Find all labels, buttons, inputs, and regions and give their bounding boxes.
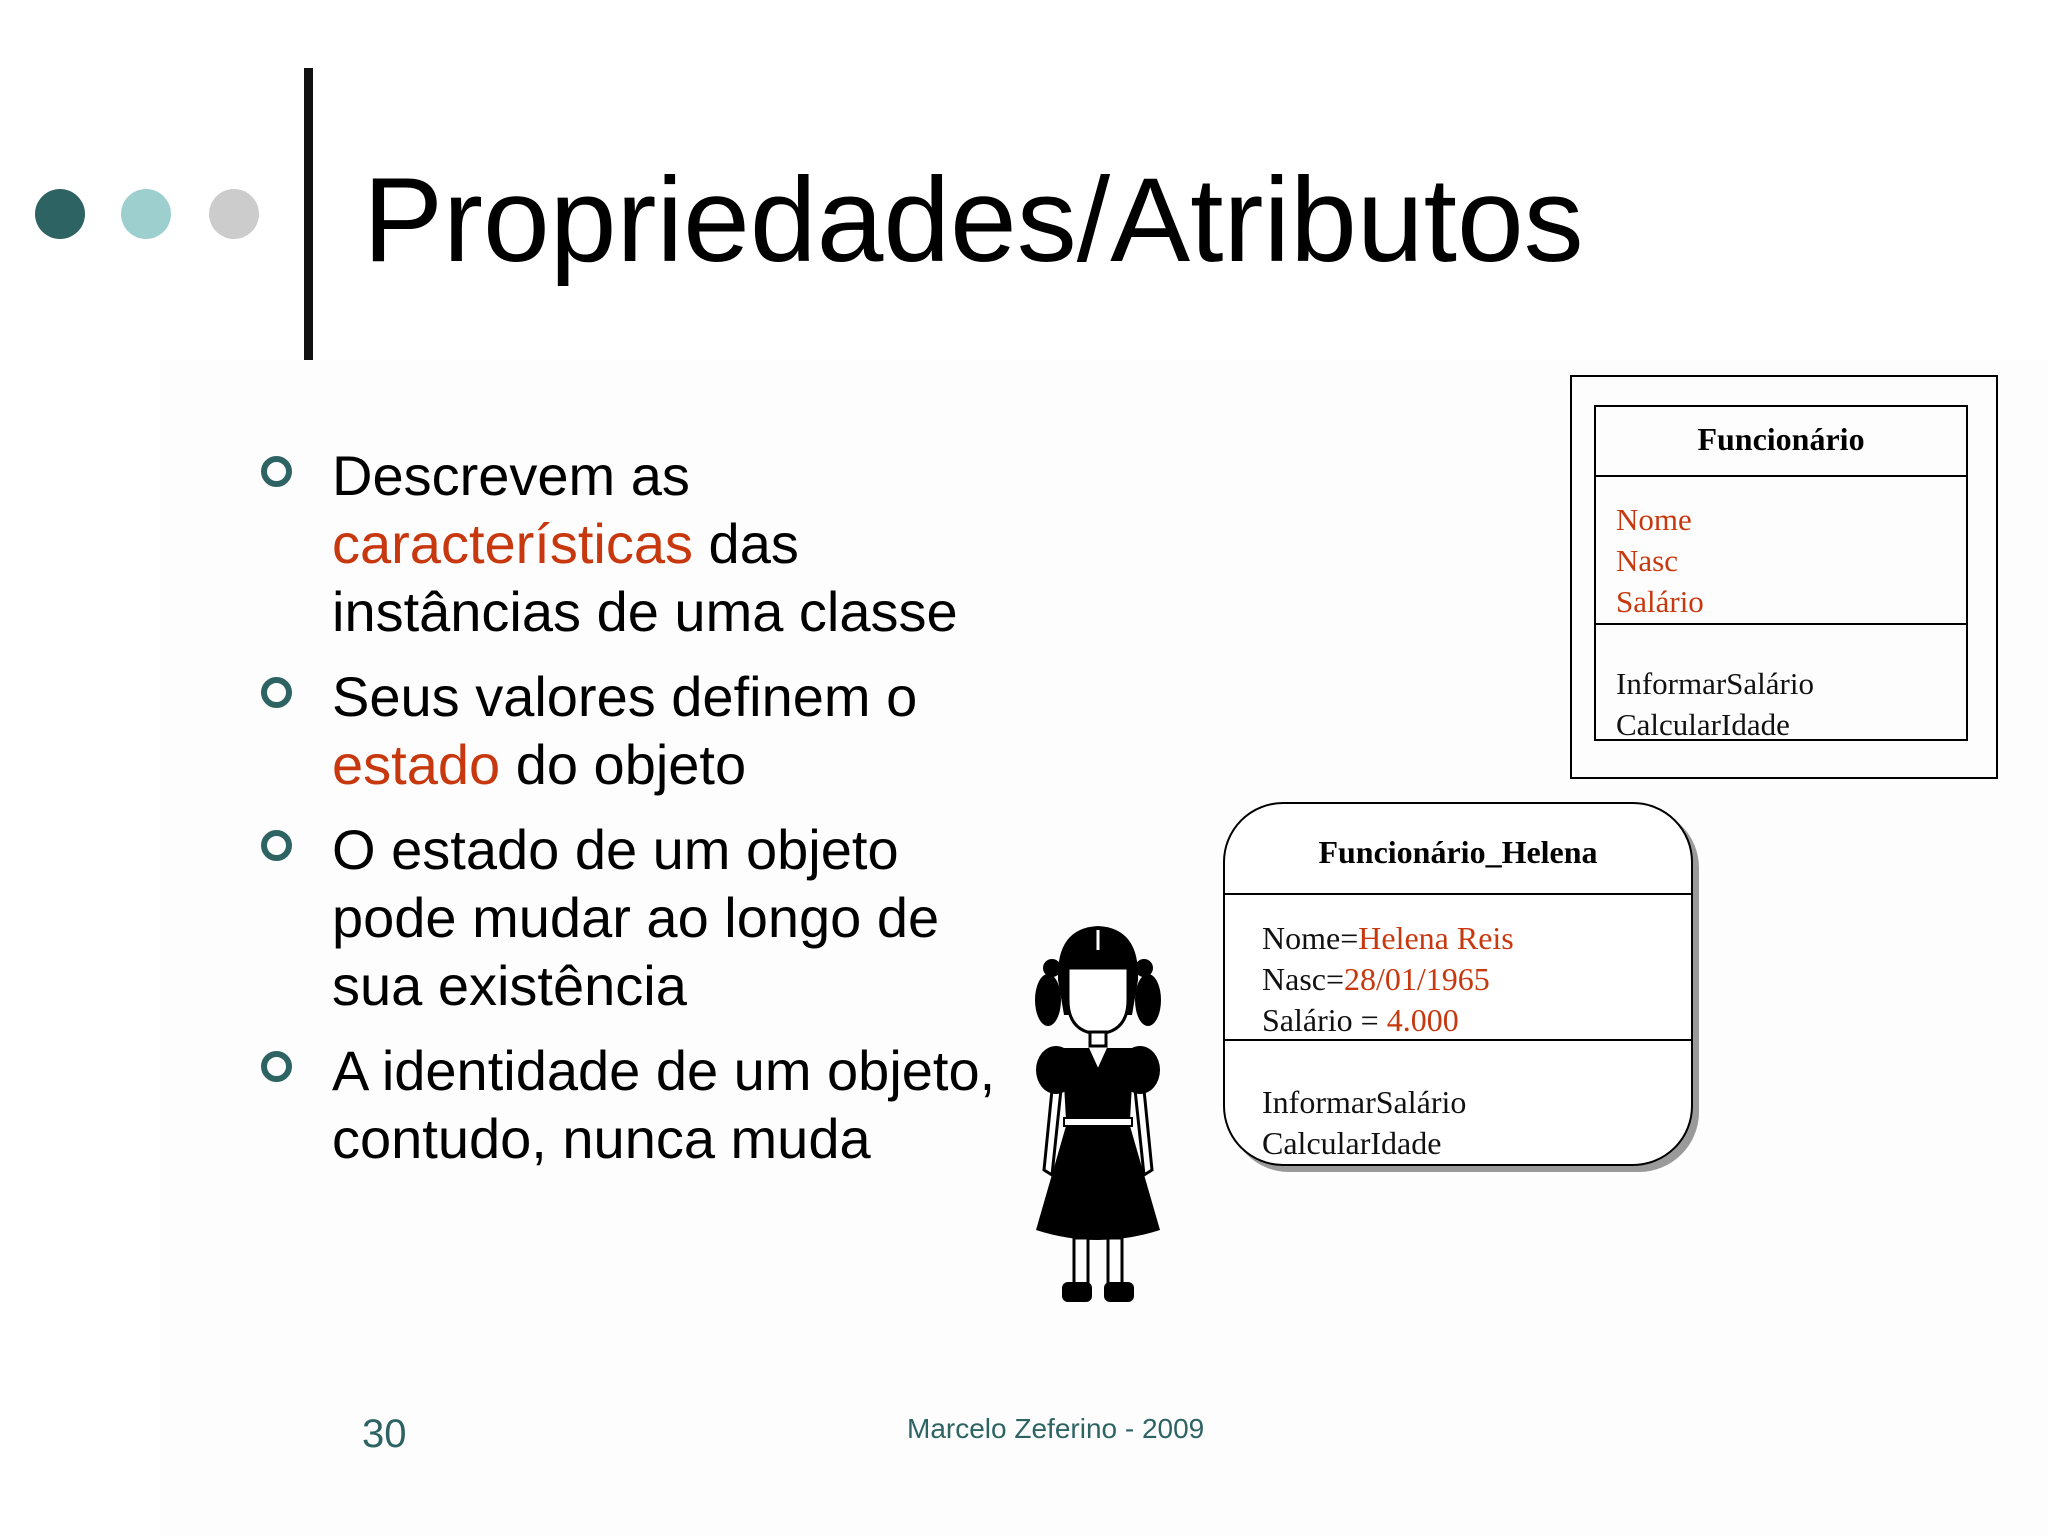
class-method: CalcularIdade xyxy=(1616,707,1790,742)
bullet-item xyxy=(255,816,1015,1020)
decor-dot-gray xyxy=(209,189,259,239)
bullet-item xyxy=(255,442,1015,646)
title-divider xyxy=(304,68,313,360)
bullet-item xyxy=(255,1037,1015,1173)
bullet-text: Descrevem as xyxy=(332,444,690,507)
object-methods xyxy=(1262,1082,1466,1164)
class-attribute: Salário xyxy=(1616,584,1704,619)
class-attribute: Nome xyxy=(1616,502,1692,537)
bullet-text: Seus valores definem o xyxy=(332,665,918,728)
object-attribute: Salário = 4.000 xyxy=(1262,1002,1459,1038)
class-name: Funcionário xyxy=(1697,421,1865,457)
bullet-ring-icon xyxy=(261,456,292,487)
bullet-list xyxy=(255,442,1015,1190)
bullet-ring-icon xyxy=(261,1051,292,1082)
bullet-ring-icon xyxy=(261,677,292,708)
class-method: InformarSalário xyxy=(1616,666,1814,701)
bullet-text: A identidade de um objeto, contudo, nunca muda xyxy=(332,1039,996,1170)
bullet-highlight: características xyxy=(332,512,693,575)
girl-figure-icon xyxy=(1032,920,1164,1305)
object-box xyxy=(1223,802,1693,1166)
decor-dot-dark xyxy=(35,189,85,239)
bullet-item xyxy=(255,663,1015,799)
class-attributes xyxy=(1616,499,1704,622)
object-attribute: Nome=Helena Reis xyxy=(1262,920,1514,956)
bullet-text: do objeto xyxy=(500,733,747,796)
object-divider xyxy=(1225,893,1691,895)
object-attribute: Nasc=28/01/1965 xyxy=(1262,961,1490,997)
page-number: 30 xyxy=(362,1412,407,1456)
slide-title: Propriedades/Atributos xyxy=(363,153,1584,287)
bullet-highlight: estado xyxy=(332,733,501,796)
bullet-text: O estado de um objeto pode mudar ao longo de sua existência xyxy=(332,818,940,1017)
object-divider xyxy=(1225,1039,1691,1041)
class-divider xyxy=(1596,475,1966,477)
footer-author: Marcelo Zeferino - 2009 xyxy=(907,1413,1205,1444)
bullet-text: das instâncias de uma classe xyxy=(332,512,958,643)
object-attributes xyxy=(1262,918,1514,1041)
class-methods xyxy=(1616,663,1814,745)
class-box xyxy=(1594,405,1968,741)
class-divider xyxy=(1596,623,1966,625)
object-method: InformarSalário xyxy=(1262,1084,1467,1120)
bullet-ring-icon xyxy=(261,830,292,861)
object-method: CalcularIdade xyxy=(1262,1125,1442,1161)
class-attribute: Nasc xyxy=(1616,543,1678,578)
object-name: Funcionário_Helena xyxy=(1318,834,1598,870)
decor-dot-light xyxy=(121,189,171,239)
